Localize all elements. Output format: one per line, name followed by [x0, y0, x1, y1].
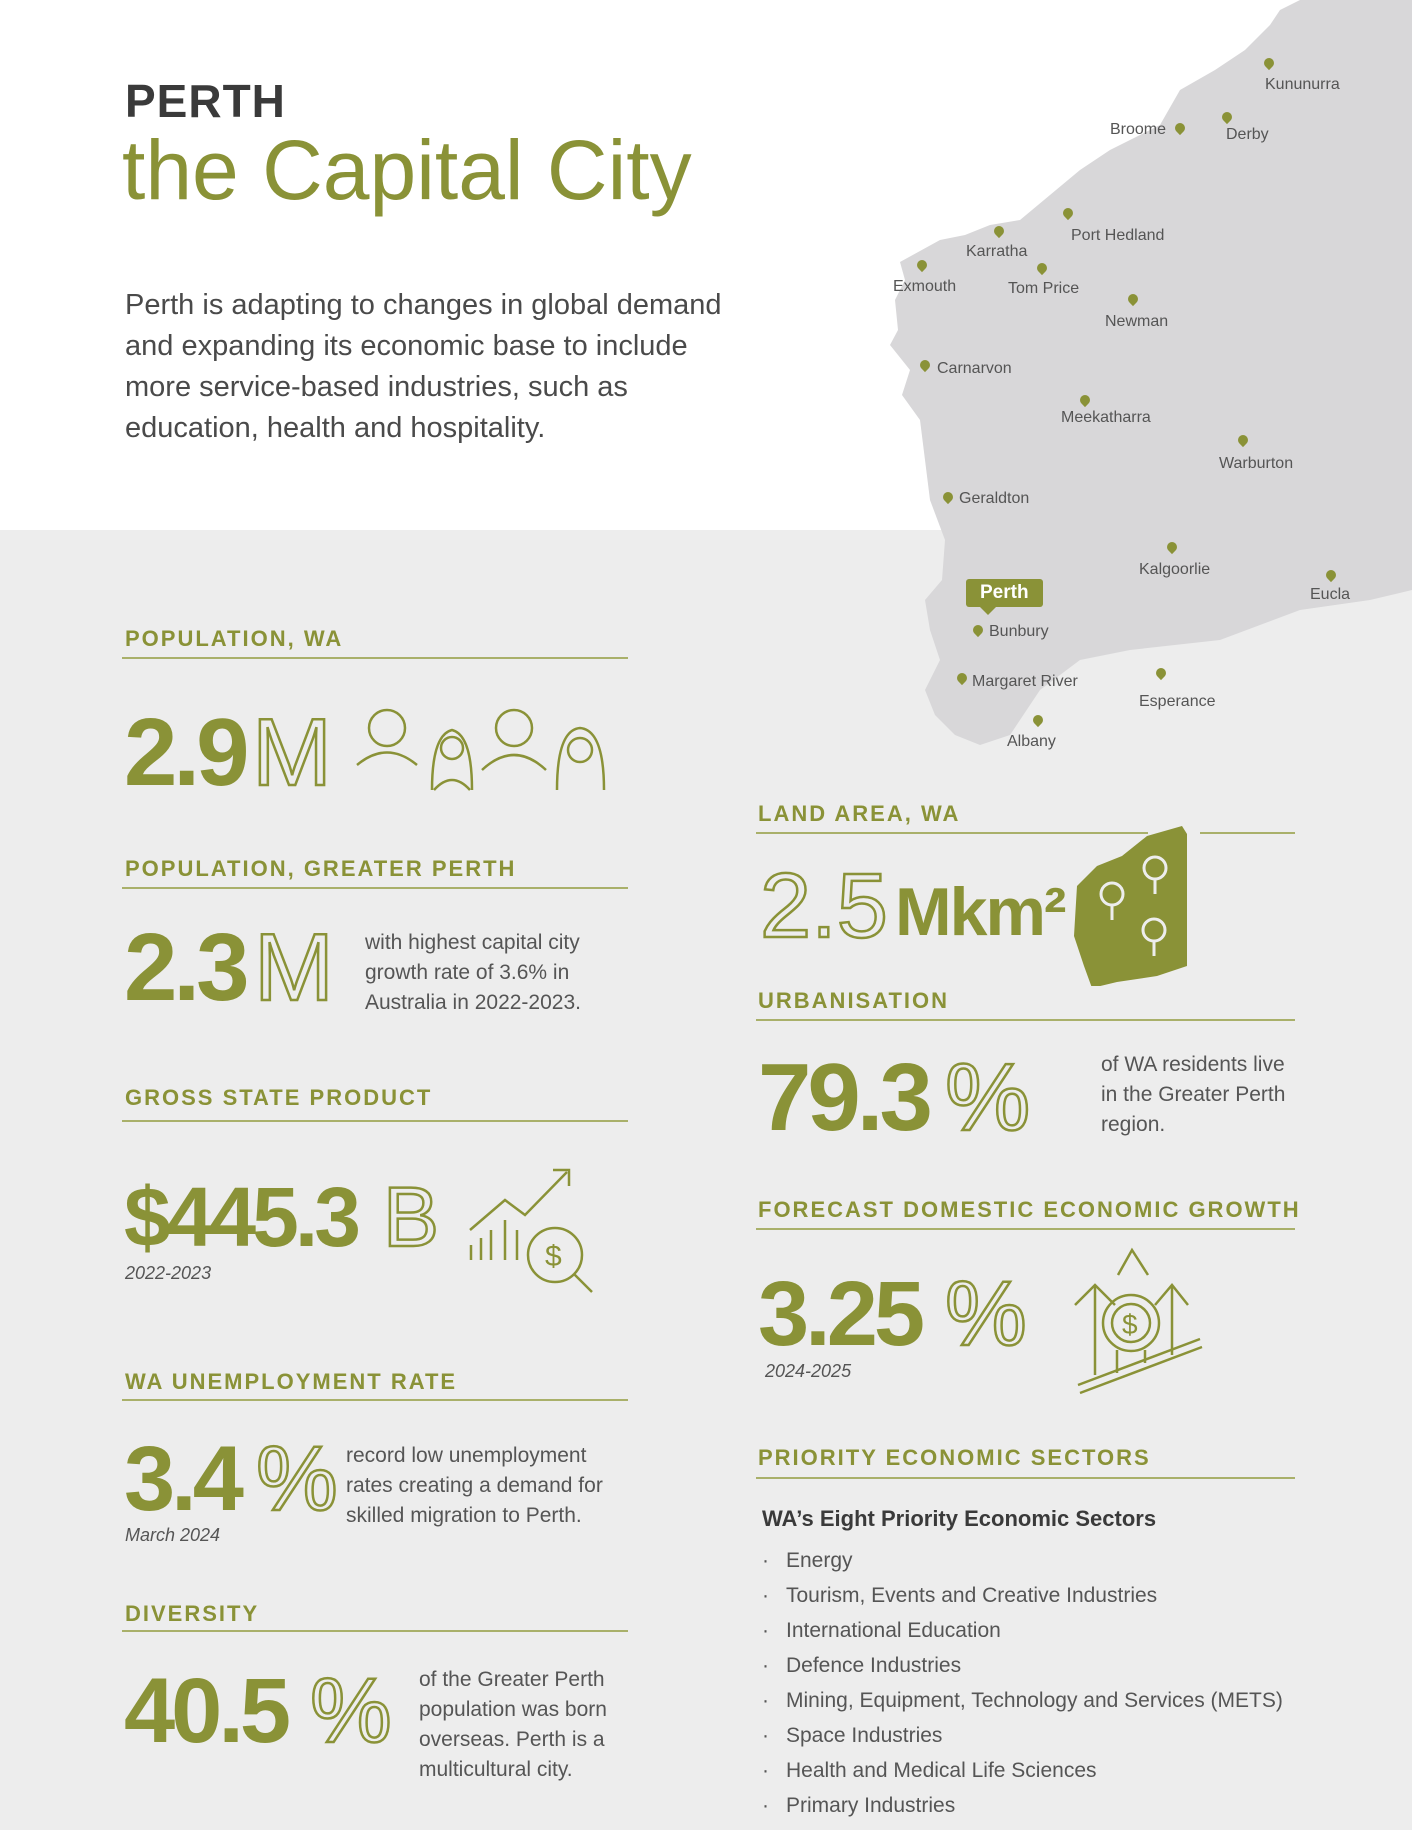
- growth-chart-dollar-icon: [465, 1160, 600, 1300]
- growth-unit: %: [945, 1263, 1027, 1365]
- town-label: Exmouth: [893, 278, 957, 295]
- diversity-unit: %: [310, 1660, 392, 1762]
- town-label: Tom Price: [1008, 280, 1080, 297]
- page-subtitle: the Capital City: [122, 123, 692, 217]
- town-label: Kalgoorlie: [1139, 561, 1211, 578]
- urbanisation-value: 79.3: [758, 1044, 929, 1151]
- growth-period: 2024-2025: [765, 1361, 852, 1381]
- growth-heading: FORECAST DOMESTIC ECONOMIC GROWTH: [758, 1197, 1301, 1222]
- divider: [122, 1399, 628, 1401]
- bullet-icon: ·: [762, 1794, 769, 1817]
- intro-paragraph: Perth is adapting to changes in global demand and expanding its economic base to include more service-based industries, such as education, health and hospitality.: [125, 289, 722, 444]
- bullet-icon: ·: [762, 1689, 769, 1712]
- bullet-icon: ·: [762, 1654, 769, 1677]
- sector-label: Defence Industries: [786, 1654, 962, 1677]
- unemployment-period: March 2024: [125, 1525, 221, 1545]
- urbanisation-heading: URBANISATION: [758, 988, 950, 1013]
- population-perth-unit: M: [254, 914, 334, 1021]
- divider: [1200, 832, 1295, 834]
- list-item: [762, 1546, 1283, 1581]
- bullet-icon: ·: [762, 1759, 769, 1782]
- town-label: Karratha: [966, 243, 1028, 260]
- divider: [756, 1477, 1295, 1479]
- divider: [122, 1120, 628, 1122]
- unemployment-value: 3.4: [124, 1428, 240, 1530]
- urbanisation-unit: %: [945, 1044, 1031, 1151]
- divider: [756, 1228, 1295, 1230]
- town-label: Eucla: [1310, 586, 1351, 603]
- divider: [122, 887, 628, 889]
- sector-label: Space Industries: [786, 1724, 943, 1747]
- divider: [756, 1019, 1295, 1021]
- population-wa-heading: POPULATION, WA: [125, 626, 344, 651]
- list-item: [762, 1581, 1283, 1616]
- town-label: Geraldton: [959, 490, 1030, 507]
- town-label: Kununurra: [1265, 76, 1340, 93]
- town-label: Albany: [1007, 733, 1056, 750]
- gsp-value: $445.3: [124, 1170, 357, 1264]
- diversity-description: of the Greater Perth population was born overseas. Perth is a multicultural city.: [419, 1668, 607, 1781]
- town-label: Derby: [1226, 126, 1269, 143]
- svg-text:$: $: [1122, 1309, 1138, 1340]
- list-item: [762, 1686, 1283, 1721]
- town-label: Bunbury: [989, 623, 1049, 640]
- sectors-heading: PRIORITY ECONOMIC SECTORS: [758, 1445, 1151, 1470]
- sector-label: Mining, Equipment, Technology and Services (METS): [786, 1689, 1283, 1712]
- sector-label: Energy: [786, 1549, 853, 1572]
- sector-label: International Education: [786, 1619, 1001, 1642]
- diversity-value: 40.5: [124, 1660, 288, 1762]
- town-label: Broome: [1110, 121, 1167, 138]
- gsp-unit: B: [383, 1170, 440, 1264]
- bullet-icon: ·: [762, 1619, 769, 1642]
- land-area-value: 2.5: [760, 855, 888, 957]
- population-wa-unit: M: [252, 699, 332, 806]
- town-label: Margaret River: [972, 673, 1078, 690]
- sector-label: Health and Medical Life Sciences: [786, 1759, 1097, 1782]
- bullet-icon: ·: [762, 1584, 769, 1607]
- town-label: Carnarvon: [937, 360, 1012, 377]
- land-area-heading: LAND AREA, WA: [758, 801, 961, 826]
- growth-arrows-dollar-icon: [1070, 1245, 1205, 1395]
- bullet-icon: ·: [762, 1724, 769, 1747]
- list-item: [762, 1721, 1283, 1756]
- perth-marker: Perth: [966, 579, 1043, 607]
- population-perth-heading: POPULATION, GREATER PERTH: [125, 856, 517, 881]
- population-perth-value: 2.3: [124, 914, 246, 1021]
- list-item: [762, 1756, 1283, 1791]
- growth-value: 3.25: [758, 1263, 922, 1365]
- urbanisation-description: of WA residents live in the Greater Perth region.: [1101, 1053, 1286, 1136]
- list-item: [762, 1791, 1283, 1826]
- list-item: [762, 1616, 1283, 1651]
- people-icon: [352, 700, 612, 795]
- town-label: Newman: [1105, 313, 1169, 330]
- sector-label: Tourism, Events and Creative Industries: [786, 1584, 1158, 1607]
- svg-text:$: $: [545, 1240, 562, 1273]
- divider: [122, 657, 628, 659]
- diversity-heading: DIVERSITY: [125, 1601, 260, 1626]
- page-title: PERTH: [125, 75, 286, 127]
- land-area-unit: Mkm²: [895, 874, 1065, 950]
- unemployment-heading: WA UNEMPLOYMENT RATE: [125, 1369, 458, 1394]
- town-label: Port Hedland: [1071, 227, 1165, 244]
- town-label: Warburton: [1219, 455, 1294, 472]
- gsp-period: 2022-2023: [125, 1263, 212, 1283]
- sector-list: [762, 1546, 1283, 1826]
- bullet-icon: ·: [762, 1549, 769, 1572]
- gsp-heading: GROSS STATE PRODUCT: [125, 1085, 433, 1110]
- population-wa-value: 2.9: [124, 699, 246, 806]
- unemployment-unit: %: [256, 1428, 338, 1530]
- town-label: Meekatharra: [1061, 409, 1151, 426]
- sector-label: Primary Industries: [786, 1794, 956, 1817]
- divider: [122, 1630, 628, 1632]
- population-perth-description: with highest capital city growth rate of 3.6% in Australia in 2022-2023.: [365, 931, 581, 1014]
- town-label: Esperance: [1139, 693, 1216, 710]
- wa-map: [880, 0, 1412, 760]
- unemployment-description: record low unemployment rates creating a demand for skilled migration to Perth.: [346, 1444, 603, 1527]
- list-item: [762, 1651, 1283, 1686]
- wa-map-pins-icon: [1072, 826, 1192, 986]
- sectors-title: WA’s Eight Priority Economic Sectors: [762, 1506, 1157, 1531]
